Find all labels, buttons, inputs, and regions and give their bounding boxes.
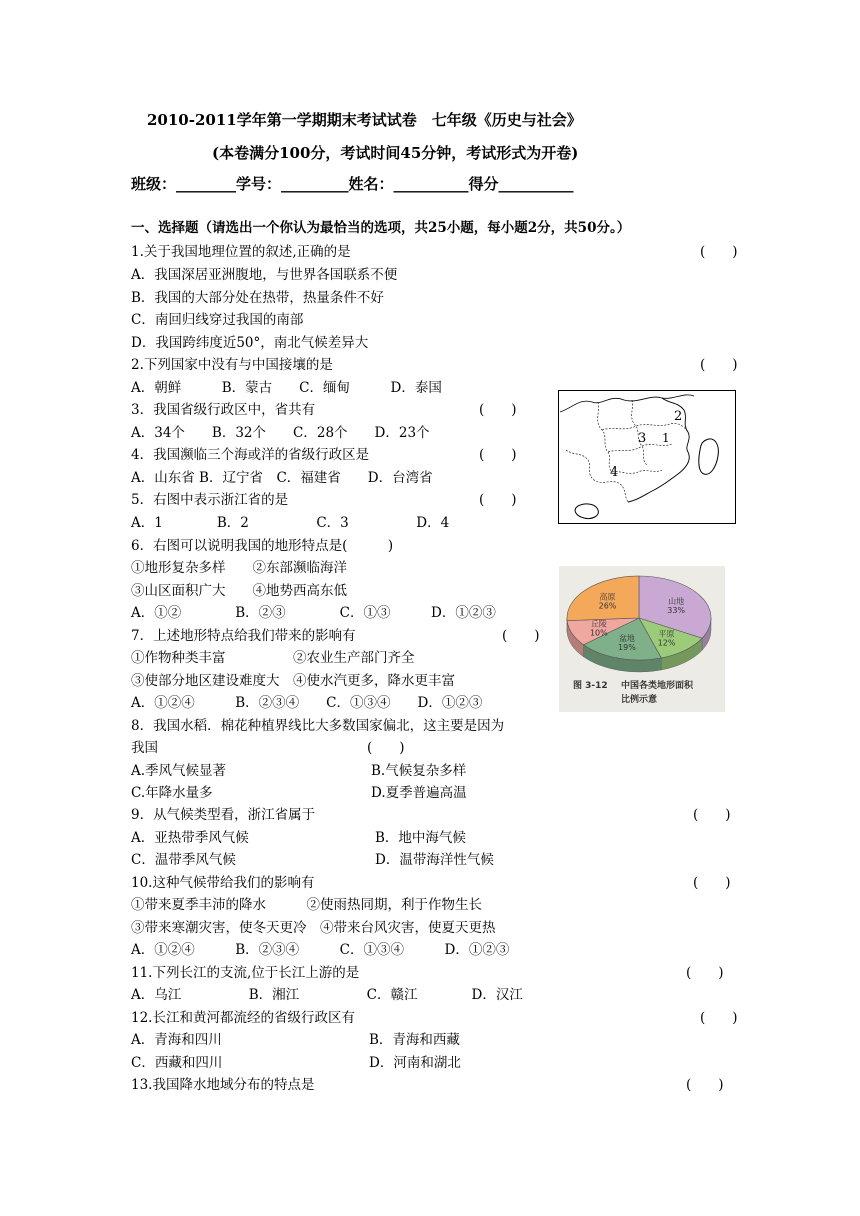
question-2: 2.下列国家中没有与中国接壤的是 — [131, 357, 333, 373]
pie-slice-value: 26% — [598, 601, 617, 611]
q8-option-a: A.季风气候显著 — [131, 763, 227, 779]
answer-paren: ( ) — [700, 357, 738, 373]
q7-statements-2: ③使部分地区建设难度大 ④使水汽更多，降水更丰富 — [131, 673, 455, 689]
q6-statements-1: ①地形复杂多样 ②东部濒临海洋 — [131, 560, 347, 576]
pie-slice-label: 丘陵 — [590, 619, 607, 629]
q2-options: A．朝鲜 B．蒙古 C．缅甸 D．泰国 — [131, 380, 442, 396]
pie-caption-line-2: 比例示意 — [621, 695, 658, 705]
pie-slice-value: 33% — [667, 606, 686, 616]
answer-paren: ( ) — [686, 1077, 724, 1093]
hainan-island — [575, 504, 598, 519]
map-label-1: 1 — [662, 431, 670, 445]
q10-statements-1: ①带来夏季丰沛的降水 ②使雨热同期，利于作物生长 — [131, 897, 482, 913]
answer-paren: ( ) — [479, 447, 517, 463]
exam-title: 2010-2011学年第一学期期末考试试卷 七年级《历史与社会》 — [147, 111, 582, 129]
q9-option-b: B．地中海气候 — [375, 830, 466, 846]
answer-paren: ( ) — [700, 1010, 738, 1026]
q3-options: A．34个 B．32个 C．28个 D．23个 — [131, 425, 430, 441]
question-8-cont: 我国 — [131, 740, 158, 756]
landform-pie-figure — [559, 566, 725, 712]
landform-pie-chart — [559, 566, 725, 712]
question-1: 1.关于我国地理位置的叙述,正确的是 — [131, 244, 351, 260]
q12-option-a: A．青海和四川 — [131, 1032, 222, 1048]
q5-options: A．1 B．2 C．3 D．4 — [131, 515, 450, 531]
q12-option-c: C．西藏和四川 — [131, 1055, 223, 1071]
pie-caption-line-1: 中国各类地形面积 — [621, 681, 694, 691]
answer-paren: ( ) — [502, 628, 540, 644]
q1-option-b: B．我国的大部分处在热带，热量条件不好 — [131, 290, 384, 306]
question-10: 10.这种气候带给我们的影响有 — [131, 875, 315, 891]
q4-options: A．山东省 B．辽宁省 C．福建省 D．台湾省 — [131, 470, 433, 486]
q10-statements-2: ③带来寒潮灾害，使冬天更冷 ④带来台风灾害，使夏天更热 — [131, 920, 496, 936]
q10-options: A．①②④ B．②③④ C．①③④ D．①②③ — [131, 942, 510, 958]
q1-option-c: C．南回归线穿过我国的南部 — [131, 312, 304, 328]
pie-slice-value: 19% — [618, 643, 636, 653]
pie-slice-label: 盆地 — [618, 634, 635, 644]
question-5: 5．右图中表示浙江省的是 — [131, 492, 289, 508]
question-9: 9．从气候类型看，浙江省属于 — [131, 807, 316, 823]
answer-paren: ( ) — [700, 244, 738, 260]
map-label-3: 3 — [638, 431, 647, 446]
map-label-4: 4 — [610, 465, 619, 480]
section-heading: 一、选择题（请选出一个你认为最恰当的选项，共25小题，每小题2分，共50分。） — [131, 220, 631, 236]
pie-slice-value: 10% — [589, 628, 608, 638]
answer-paren: ( ) — [367, 740, 405, 756]
question-3: 3．我国省级行政区中，省共有 — [131, 402, 316, 418]
q7-options: A．①②④ B．②③④ C．①③④ D．①②③ — [131, 695, 483, 711]
pie-caption-number: 图 3-12 — [573, 681, 608, 691]
pie-slice-label: 高原 — [599, 592, 616, 602]
q6-options: A．①② B．②③ C．①③ D．①②③ — [131, 605, 496, 621]
question-12: 12.长江和黄河都流经的省级行政区有 — [131, 1010, 355, 1026]
pie-slice-label: 平原 — [658, 629, 675, 639]
answer-paren: ( ) — [479, 492, 517, 508]
q9-option-a: A．亚热带季风气候 — [131, 830, 249, 846]
q11-options: A．乌江 B．湘江 C．赣江 D．汉江 — [131, 987, 523, 1003]
question-11: 11.下列长江的支流,位于长江上游的是 — [131, 965, 360, 981]
q7-statements-1: ①作物种类丰富 ②农业生产部门齐全 — [131, 650, 415, 666]
answer-paren: ( ) — [693, 807, 731, 823]
q9-option-d: D．温带海洋性气候 — [375, 852, 494, 868]
question-6: 6．右图可以说明我国的地形特点是( ) — [131, 538, 394, 554]
q9-option-c: C．温带季风气候 — [131, 852, 236, 868]
answer-paren: ( ) — [479, 402, 517, 418]
map-label-2: 2 — [674, 409, 683, 424]
q1-option-d: D．我国跨纬度近50°，南北气候差异大 — [131, 335, 369, 351]
q8-option-d: D.夏季普遍高温 — [371, 785, 467, 801]
exam-subtitle: (本卷满分100分，考试时间45分钟，考试形式为开卷) — [212, 144, 579, 162]
question-4: 4．我国濒临三个海或洋的省级行政区是 — [131, 447, 370, 463]
answer-paren: ( ) — [693, 875, 731, 891]
q1-option-a: A．我国深居亚洲腹地，与世界各国联系不便 — [131, 267, 398, 283]
q8-option-c: C.年降水量多 — [131, 785, 213, 801]
student-info-line: 班级：________学号：_________姓名：__________得分__________ — [131, 175, 574, 193]
q12-option-d: D．河南和湖北 — [369, 1055, 461, 1071]
answer-paren: ( ) — [686, 965, 724, 981]
q8-option-b: B.气候复杂多样 — [371, 763, 467, 779]
pie-slice-label: 山地 — [668, 597, 685, 607]
province-map — [558, 390, 736, 524]
province-map-figure — [558, 390, 736, 524]
q12-option-b: B．青海和西藏 — [369, 1032, 460, 1048]
question-13: 13.我国降水地域分布的特点是 — [131, 1077, 315, 1093]
q6-statements-2: ③山区面积广大 ④地势西高东低 — [131, 583, 347, 599]
pie-slice-value: 12% — [657, 638, 676, 648]
question-8: 8．我国水稻．棉花种植界线比大多数国家偏北，这主要是因为 — [131, 718, 505, 734]
question-7: 7．上述地形特点给我们带来的影响有 — [131, 628, 356, 644]
